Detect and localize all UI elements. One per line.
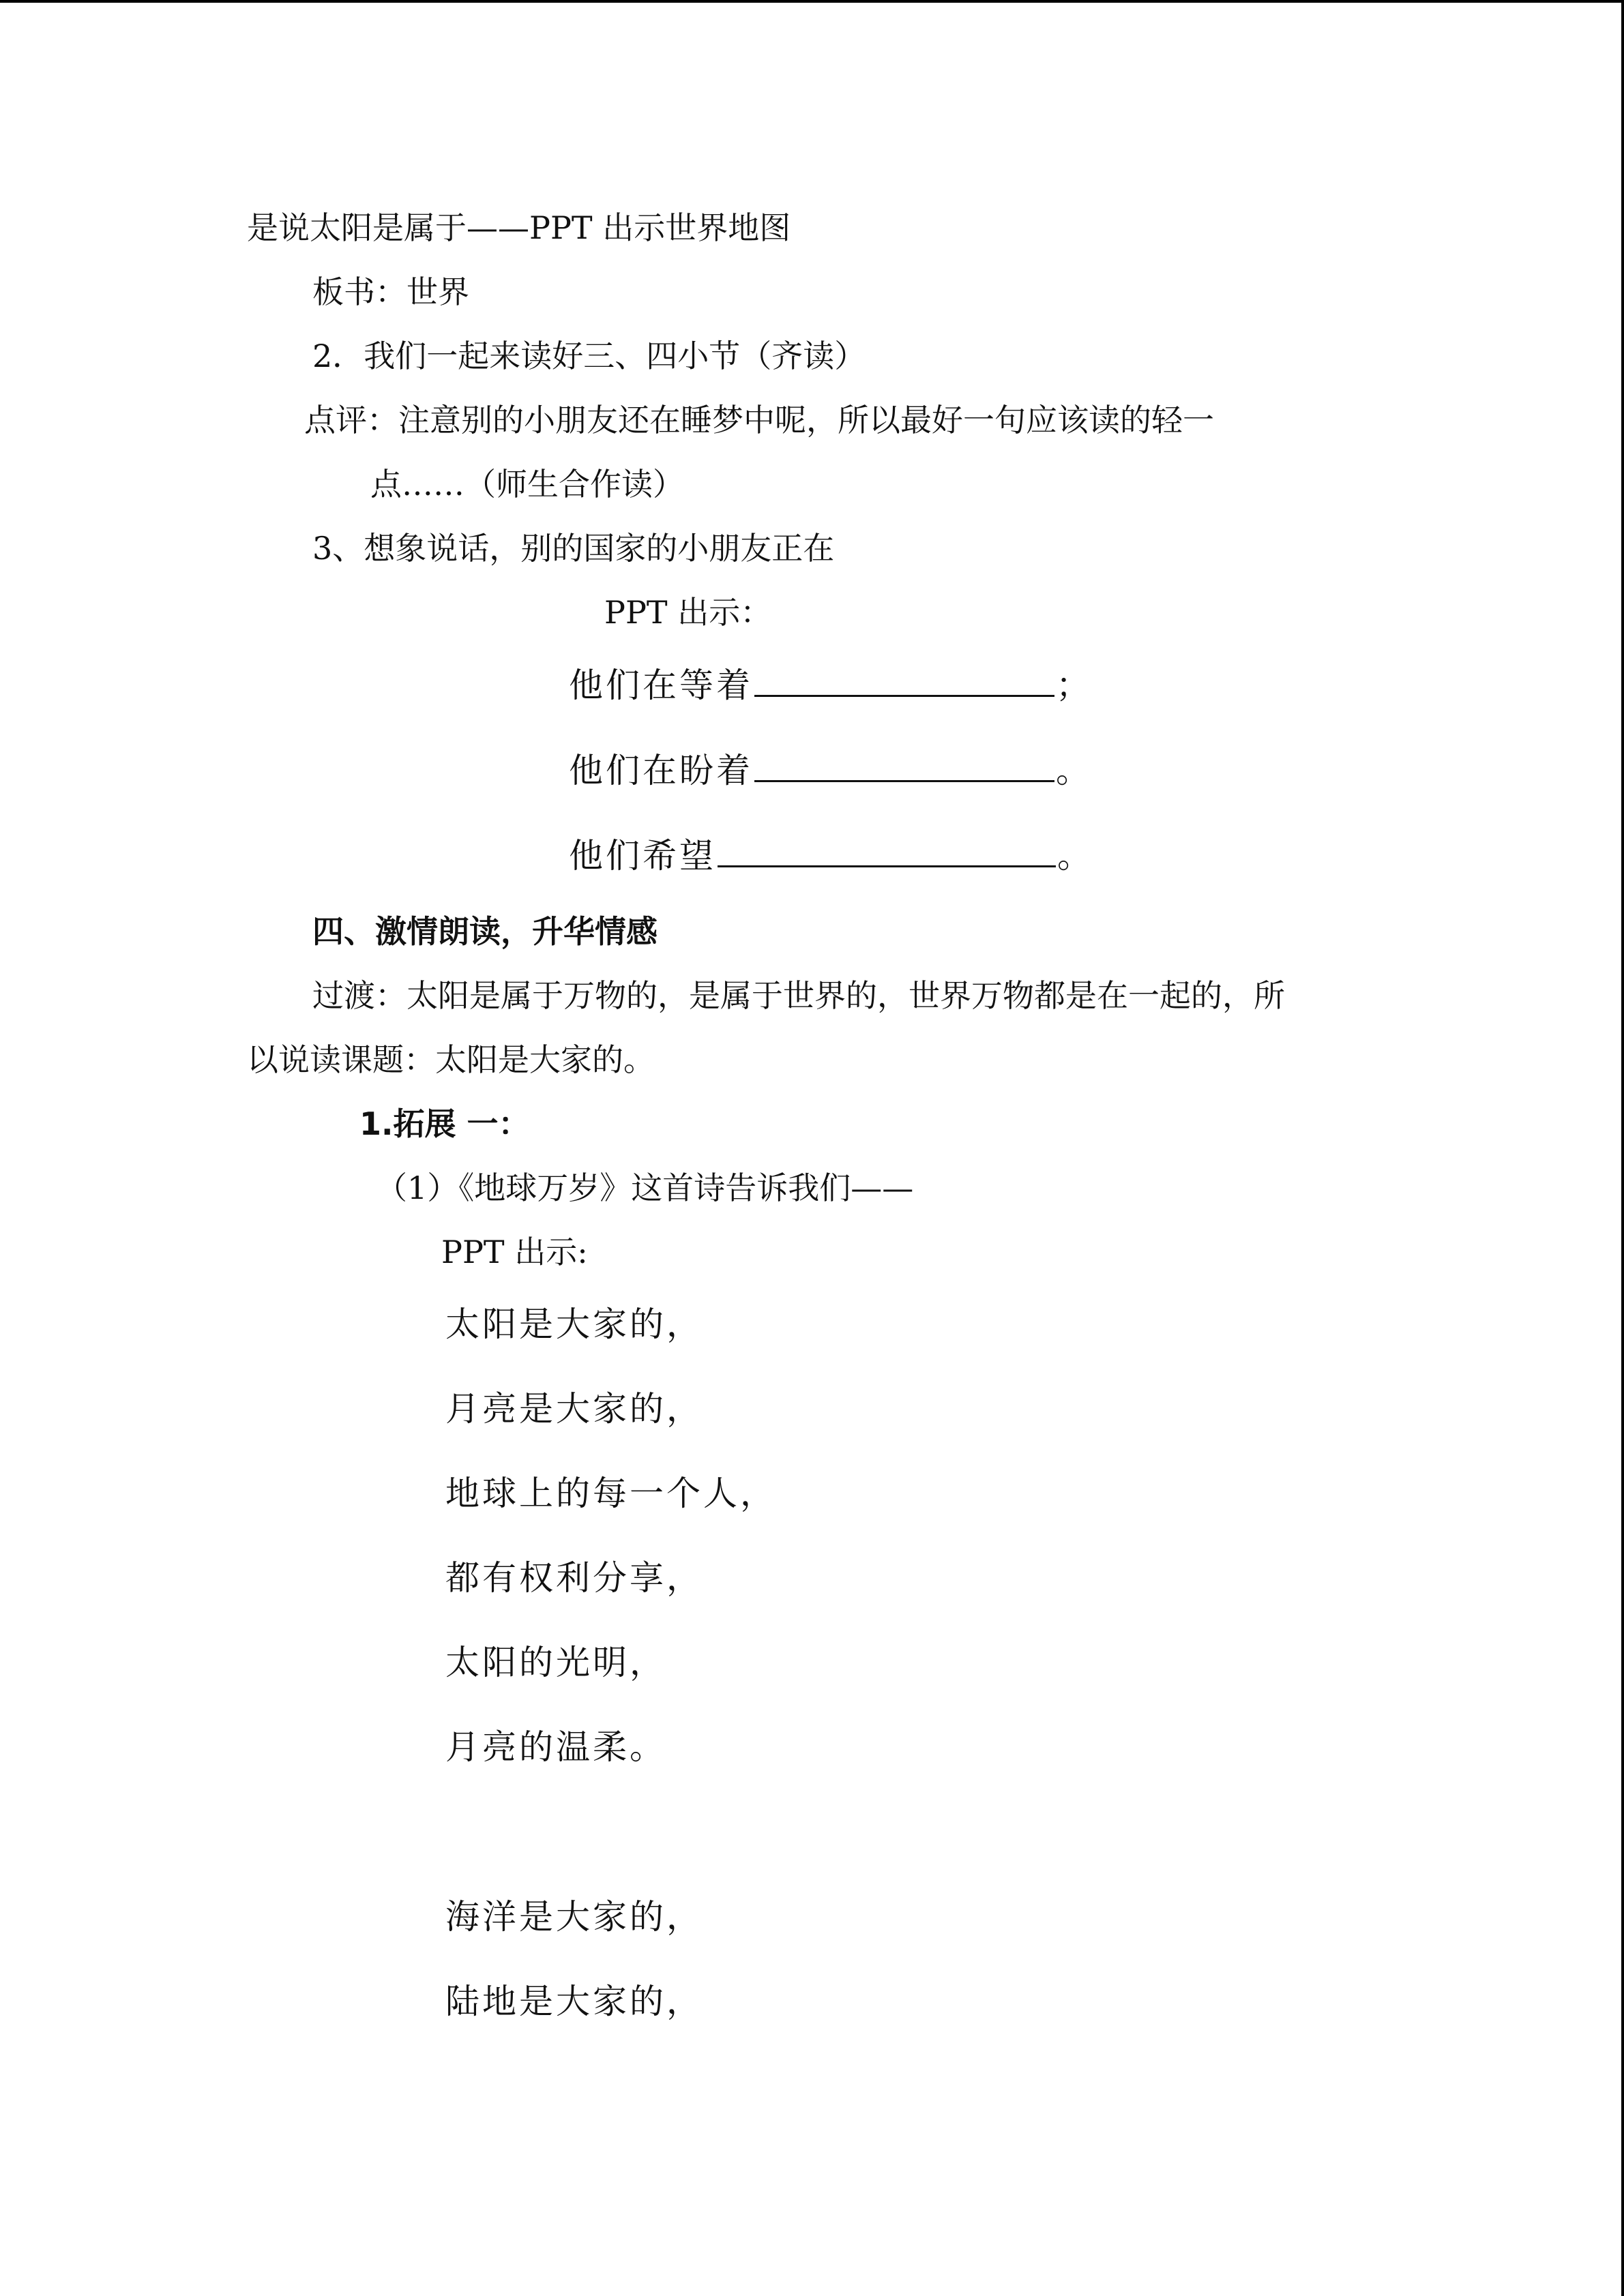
comment-line-continued: 点……（师生合作读） (370, 466, 684, 503)
fill-in-blank (718, 835, 1056, 867)
poem-line: 太阳的光明， (445, 1643, 666, 1682)
comment-line: 点评：注意别的小朋友还在睡梦中呢，所以最好一句应该读的轻一 (304, 402, 1214, 438)
fill-in-prefix: 他们在等着 (569, 666, 753, 705)
fill-in-end: ； (1056, 666, 1093, 705)
poem-line: 月亮的温柔。 (445, 1727, 666, 1767)
fill-in-blank (754, 665, 1054, 697)
poem-line: 月亮是大家的， (445, 1389, 703, 1429)
fill-in-end: 。 (1057, 836, 1094, 876)
poem-line: 太阳是大家的， (445, 1304, 703, 1344)
step-3-line: 3、想象说话，别的国家的小朋友正在 (312, 530, 835, 567)
fill-in-sentence-2 (569, 750, 1093, 791)
board-writing-line: 板书：世界 (312, 273, 469, 310)
fill-in-sentence-1 (569, 665, 1093, 706)
section-heading-4: 四、激情朗读，升华情感 (312, 913, 658, 950)
poem-line: 海洋是大家的， (445, 1897, 703, 1937)
poem-line: 陆地是大家的， (445, 1982, 703, 2021)
poem-line: 都有权利分享， (445, 1558, 703, 1598)
transition-line-continued: 以说读课题：太阳是大家的。 (247, 1041, 655, 1078)
question-line: （1）《地球万岁》这首诗告诉我们—— (376, 1169, 914, 1206)
fill-in-sentence-3 (569, 835, 1094, 876)
fill-in-end: 。 (1056, 751, 1093, 790)
step-2-line: 2．我们一起来读好三、四小节（齐读） (312, 338, 866, 374)
ppt-show-label: PPT 出示: (441, 1234, 588, 1270)
page-border-top (0, 0, 1624, 3)
fill-in-prefix: 他们希望 (569, 836, 716, 876)
poem-line: 地球上的每一个人， (445, 1474, 777, 1513)
fill-in-prefix: 他们在盼着 (569, 751, 753, 790)
transition-line: 过渡：太阳是属于万物的，是属于世界的，世界万物都是在一起的，所 (312, 977, 1285, 1014)
text-line: 是说太阳是属于——PPT 出示世界地图 (247, 209, 791, 246)
fill-in-blank (754, 750, 1054, 782)
page-border-right (1621, 0, 1624, 2296)
ppt-show-label: PPT 出示： (604, 594, 772, 631)
extension-heading: 1.拓展 一： (359, 1105, 530, 1142)
